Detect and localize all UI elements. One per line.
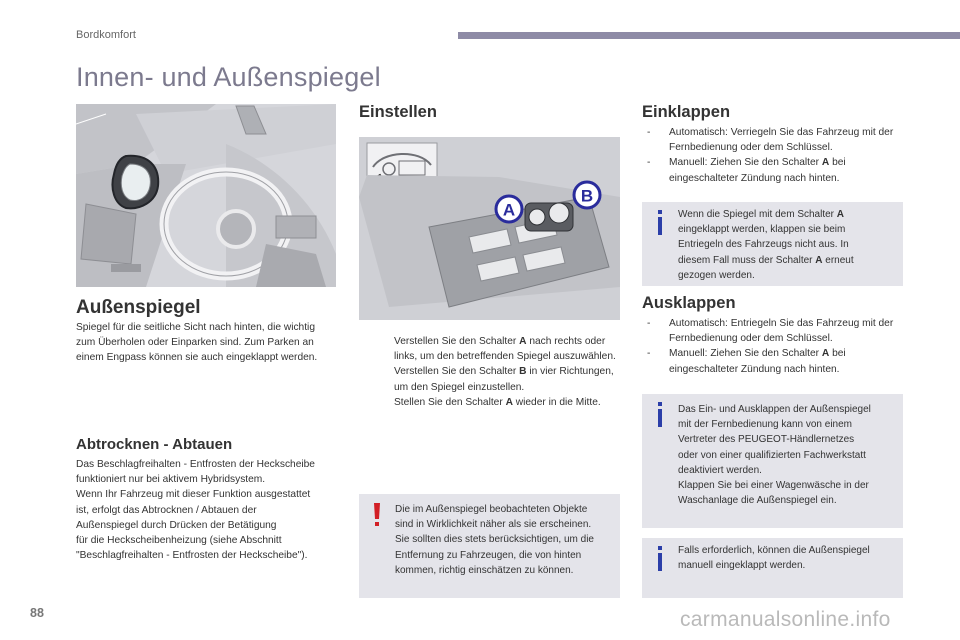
text-line: ist, erfolgt das Abtrocknen / Abtauen der	[76, 504, 257, 516]
mirror-switch-illustration	[359, 137, 620, 320]
text-line: Das Beschlagfreihalten - Entfrosten der Heckscheibe	[76, 459, 315, 470]
einklappen-title: Einklappen	[642, 103, 731, 121]
text-line: diesem Fall muss der Schalter A erneut	[678, 254, 854, 266]
dash-marker: -	[647, 318, 651, 329]
info-icon	[654, 401, 666, 429]
step-line: Verstellen Sie den Schalter B in vier Richtungen,	[394, 366, 614, 378]
step-line: Verstellen Sie den Schalter A nach rechts oder	[394, 336, 606, 347]
aussenspiegel-text	[76, 320, 338, 366]
dash-marker: -	[647, 157, 651, 169]
list-item	[372, 334, 622, 364]
item-line: Fernbedienung oder dem Schlüssel.	[669, 333, 833, 345]
header-bar	[458, 32, 960, 39]
einstellen-title: Einstellen	[359, 103, 437, 121]
text-line: Vertreter des PEUGEOT-Händlernetzes	[678, 434, 855, 446]
text-line: deaktiviert werden.	[678, 464, 762, 476]
text-line: eingeklappt werden, klappen sie beim	[678, 224, 846, 236]
text-line: Außenspiegel durch Drücken der Betätigung	[76, 519, 277, 531]
einstellen-steps	[372, 334, 622, 410]
switch-a-label-badge	[496, 196, 522, 222]
text-line: funktioniert nur bei aktivem Hybridsystem.	[76, 474, 266, 486]
ausklappen-title: Ausklappen	[642, 294, 736, 312]
text-line: Entriegeln des Fahrzeugs nicht aus. In	[678, 239, 849, 251]
item-line: Fernbedienung oder dem Schlüssel.	[669, 142, 833, 154]
text-line: Waschanlage die Außenspiegel ein.	[678, 495, 837, 507]
item-line: Automatisch: Entriegeln Sie das Fahrzeug mit der	[669, 318, 894, 329]
header-section-label: Bordkomfort	[76, 29, 136, 41]
watermark: carmanualsonline.info	[680, 608, 891, 631]
step-line: Stellen Sie den Schalter A wieder in die Mitte.	[394, 396, 601, 408]
text-line: gezogen werden.	[678, 269, 755, 281]
page-number: 88	[30, 606, 44, 620]
warning-note	[359, 494, 620, 598]
text-line: Spiegel für die seitliche Sicht nach hinten, die wichtig	[76, 322, 315, 333]
list-item	[647, 346, 909, 376]
warning-icon	[371, 501, 383, 529]
aussenspiegel-title: Außenspiegel	[76, 297, 201, 318]
list-item	[372, 395, 622, 410]
text-line: für die Heckscheibenheizung (siehe Abschnitt	[76, 535, 282, 547]
text-line: Klappen Sie bei einer Wagenwäsche in der	[678, 480, 869, 492]
text-line: mit der Fernbedienung kann von einem	[678, 419, 852, 431]
ausklappen-list	[647, 316, 909, 377]
text-line: "Beschlagfreihalten - Entfrosten der Heckscheibe").	[76, 550, 308, 562]
item-line: eingeschalteter Zündung nach hinten.	[669, 172, 840, 184]
step-line: links, um den betreffenden Spiegel auszuwählen.	[394, 351, 616, 363]
item-line: Manuell: Ziehen Sie den Schalter A bei	[669, 348, 846, 360]
text-line: sind in Wirklichkeit näher als sie erscheinen.	[395, 519, 592, 531]
switch-b-label: B	[580, 186, 594, 206]
abtrocknen-title: Abtrocknen - Abtauen	[76, 436, 233, 453]
info-note-einklappen	[642, 202, 903, 286]
list-item	[647, 125, 909, 155]
info-note-ausklappen	[642, 394, 903, 528]
info-icon	[654, 545, 666, 573]
text-line: manuell eingeklappt werden.	[678, 560, 806, 572]
info-note-manual	[642, 538, 903, 598]
switch-a-label: A	[502, 200, 516, 220]
exterior-mirror-icon	[113, 156, 159, 209]
list-item	[647, 316, 909, 346]
item-line: Manuell: Ziehen Sie den Schalter A bei	[669, 157, 846, 169]
text-line: kommen, richtig einschätzen zu können.	[395, 564, 574, 576]
einklappen-list	[647, 125, 909, 186]
text-line: Wenn Ihr Fahrzeug mit dieser Funktion ausgestattet	[76, 489, 311, 501]
dash-marker: -	[647, 127, 651, 138]
list-item	[372, 364, 622, 394]
text-line: einem Engpass können sie auch eingeklappt werden.	[76, 352, 318, 364]
text-line: Das Ein- und Ausklappen der Außenspiegel	[678, 404, 871, 415]
dash-marker: -	[647, 348, 651, 360]
item-line: eingeschalteter Zündung nach hinten.	[669, 363, 840, 375]
step-line: um den Spiegel einzustellen.	[394, 381, 525, 393]
text-line: Falls erforderlich, können die Außenspiegel	[678, 545, 870, 556]
info-icon	[654, 209, 666, 237]
list-item	[647, 155, 909, 185]
text-line: Die im Außenspiegel beobachteten Objekte	[395, 504, 588, 515]
text-line: Wenn die Spiegel mit dem Schalter A	[678, 209, 845, 220]
page-title: Innen- und Außenspiegel	[76, 62, 381, 92]
abtrocknen-text	[76, 457, 338, 563]
text-line: Entfernung zu Fahrzeugen, die von hinten	[395, 549, 582, 561]
switch-b-label-badge	[574, 182, 600, 208]
text-line: oder von einer qualifizierten Fachwerkstatt	[678, 449, 866, 461]
mirror-interior-illustration	[76, 104, 336, 287]
text-line: Sie sollten dies stets berücksichtigen, um die	[395, 534, 594, 546]
item-line: Automatisch: Verriegeln Sie das Fahrzeug mit der	[669, 127, 894, 138]
text-line: zum Überholen oder Einparken sind. Zum Parken an	[76, 337, 314, 349]
